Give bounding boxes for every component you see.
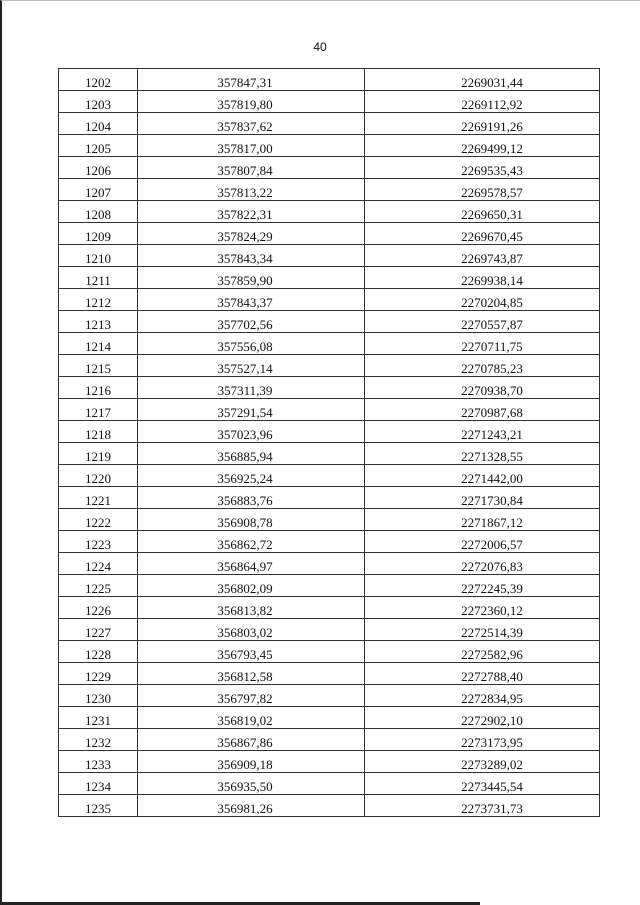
point-id-cell-text: 1202 <box>85 75 111 90</box>
y-coordinate-cell-text: 2269535,43 <box>461 163 523 178</box>
point-id-cell-text: 1212 <box>85 295 111 310</box>
x-coordinate-cell <box>138 685 365 707</box>
point-id-cell <box>59 245 138 267</box>
y-coordinate-cell <box>365 113 600 135</box>
x-coordinate-cell <box>138 399 365 421</box>
point-id-cell <box>59 113 138 135</box>
point-id-cell-text: 1235 <box>85 801 111 816</box>
x-coordinate-cell-text: 357843,34 <box>217 251 273 266</box>
point-id-cell <box>59 641 138 663</box>
point-id-cell-text: 1227 <box>85 625 111 640</box>
x-coordinate-cell-text: 356867,86 <box>217 735 273 750</box>
x-coordinate-cell <box>138 575 365 597</box>
point-id-cell-text: 1222 <box>85 515 111 530</box>
y-coordinate-cell <box>365 245 600 267</box>
x-coordinate-cell-text: 356802,09 <box>217 581 273 596</box>
y-coordinate-cell <box>365 773 600 795</box>
x-coordinate-cell <box>138 355 365 377</box>
table-row <box>59 597 600 619</box>
point-id-cell-text: 1231 <box>85 713 111 728</box>
y-coordinate-cell <box>365 641 600 663</box>
x-coordinate-cell-text: 356793,45 <box>217 647 273 662</box>
y-coordinate-cell <box>365 179 600 201</box>
table-row <box>59 157 600 179</box>
x-coordinate-cell-text: 357556,08 <box>217 339 273 354</box>
x-coordinate-cell-text: 357847,31 <box>217 75 273 90</box>
point-id-cell <box>59 707 138 729</box>
x-coordinate-cell-text: 356883,76 <box>217 493 273 508</box>
y-coordinate-cell-text: 2271867,12 <box>461 515 523 530</box>
x-coordinate-cell <box>138 333 365 355</box>
point-id-cell <box>59 619 138 641</box>
point-id-cell <box>59 553 138 575</box>
point-id-cell <box>59 443 138 465</box>
x-coordinate-cell-text: 357702,56 <box>217 317 273 332</box>
y-coordinate-cell-text: 2272245,39 <box>461 581 523 596</box>
point-id-cell <box>59 421 138 443</box>
point-id-cell <box>59 663 138 685</box>
y-coordinate-cell-text: 2272360,12 <box>461 603 523 618</box>
x-coordinate-cell <box>138 179 365 201</box>
x-coordinate-cell <box>138 465 365 487</box>
x-coordinate-cell-text: 357859,90 <box>217 273 273 288</box>
x-coordinate-cell-text: 356909,18 <box>217 757 273 772</box>
point-id-cell-text: 1213 <box>85 317 111 332</box>
y-coordinate-cell-text: 2270938,70 <box>461 383 523 398</box>
point-id-cell <box>59 333 138 355</box>
x-coordinate-cell-text: 357311,39 <box>217 383 273 398</box>
x-coordinate-cell <box>138 289 365 311</box>
table-row <box>59 267 600 289</box>
x-coordinate-cell <box>138 773 365 795</box>
point-id-cell-text: 1219 <box>85 449 111 464</box>
y-coordinate-cell-text: 2271328,55 <box>461 449 523 464</box>
table-row <box>59 377 600 399</box>
y-coordinate-cell <box>365 575 600 597</box>
x-coordinate-cell <box>138 641 365 663</box>
x-coordinate-cell-text: 356925,24 <box>217 471 273 486</box>
table-row <box>59 619 600 641</box>
point-id-cell-text: 1204 <box>85 119 111 134</box>
y-coordinate-cell <box>365 157 600 179</box>
y-coordinate-cell-text: 2269031,44 <box>461 75 523 90</box>
y-coordinate-cell-text: 2269743,87 <box>461 251 523 266</box>
point-id-cell <box>59 289 138 311</box>
y-coordinate-cell <box>365 443 600 465</box>
y-coordinate-cell-text: 2270711,75 <box>461 339 523 354</box>
coordinates-table-body <box>59 69 600 817</box>
point-id-cell <box>59 575 138 597</box>
y-coordinate-cell-text: 2270987,68 <box>461 405 523 420</box>
x-coordinate-cell-text: 356862,72 <box>217 537 273 552</box>
x-coordinate-cell <box>138 267 365 289</box>
point-id-cell-text: 1221 <box>85 493 111 508</box>
point-id-cell <box>59 685 138 707</box>
y-coordinate-cell-text: 2273173,95 <box>461 735 523 750</box>
point-id-cell-text: 1208 <box>85 207 111 222</box>
point-id-cell-text: 1207 <box>85 185 111 200</box>
y-coordinate-cell <box>365 509 600 531</box>
y-coordinate-cell <box>365 135 600 157</box>
y-coordinate-cell <box>365 399 600 421</box>
point-id-cell-text: 1217 <box>85 405 111 420</box>
y-coordinate-cell <box>365 553 600 575</box>
y-coordinate-cell <box>365 707 600 729</box>
x-coordinate-cell-text: 357807,84 <box>217 163 273 178</box>
x-coordinate-cell-text: 357527,14 <box>217 361 273 376</box>
point-id-cell-text: 1203 <box>85 97 111 112</box>
x-coordinate-cell <box>138 421 365 443</box>
x-coordinate-cell-text: 357824,29 <box>217 229 273 244</box>
point-id-cell <box>59 597 138 619</box>
point-id-cell-text: 1211 <box>85 273 111 288</box>
y-coordinate-cell <box>365 223 600 245</box>
y-coordinate-cell <box>365 201 600 223</box>
point-id-cell <box>59 311 138 333</box>
coordinates-table <box>58 68 600 817</box>
table-row <box>59 223 600 245</box>
point-id-cell <box>59 487 138 509</box>
point-id-cell <box>59 201 138 223</box>
table-row <box>59 553 600 575</box>
x-coordinate-cell <box>138 201 365 223</box>
point-id-cell <box>59 509 138 531</box>
point-id-cell-text: 1209 <box>85 229 111 244</box>
x-coordinate-cell-text: 356935,50 <box>217 779 273 794</box>
x-coordinate-cell-text: 357819,80 <box>217 97 273 112</box>
point-id-cell-text: 1215 <box>85 361 111 376</box>
y-coordinate-cell-text: 2269112,92 <box>461 97 523 112</box>
table-row <box>59 685 600 707</box>
x-coordinate-cell-text: 356813,82 <box>217 603 273 618</box>
x-coordinate-cell-text: 357817,00 <box>217 141 273 156</box>
y-coordinate-cell-text: 2269191,26 <box>461 119 523 134</box>
y-coordinate-cell <box>365 597 600 619</box>
point-id-cell-text: 1218 <box>85 427 111 442</box>
x-coordinate-cell <box>138 509 365 531</box>
x-coordinate-cell-text: 356803,02 <box>217 625 273 640</box>
y-coordinate-cell <box>365 311 600 333</box>
table-row <box>59 795 600 817</box>
point-id-cell-text: 1233 <box>85 757 111 772</box>
y-coordinate-cell <box>365 91 600 113</box>
table-row <box>59 443 600 465</box>
point-id-cell-text: 1220 <box>85 471 111 486</box>
point-id-cell <box>59 223 138 245</box>
table-row <box>59 465 600 487</box>
point-id-cell-text: 1205 <box>85 141 111 156</box>
y-coordinate-cell-text: 2269499,12 <box>461 141 523 156</box>
y-coordinate-cell-text: 2271730,84 <box>461 493 523 508</box>
point-id-cell-text: 1229 <box>85 669 111 684</box>
x-coordinate-cell <box>138 729 365 751</box>
point-id-cell-text: 1232 <box>85 735 111 750</box>
table-row <box>59 91 600 113</box>
x-coordinate-cell <box>138 377 365 399</box>
table-row <box>59 509 600 531</box>
table-row <box>59 531 600 553</box>
y-coordinate-cell-text: 2273445,54 <box>461 779 523 794</box>
x-coordinate-cell <box>138 113 365 135</box>
table-row <box>59 729 600 751</box>
x-coordinate-cell-text: 356981,26 <box>217 801 273 816</box>
y-coordinate-cell-text: 2272076,83 <box>461 559 523 574</box>
x-coordinate-cell <box>138 553 365 575</box>
point-id-cell <box>59 355 138 377</box>
y-coordinate-cell-text: 2269650,31 <box>461 207 523 222</box>
table-row <box>59 135 600 157</box>
table-row <box>59 773 600 795</box>
y-coordinate-cell-text: 2272006,57 <box>461 537 523 552</box>
y-coordinate-cell-text: 2271243,21 <box>461 427 523 442</box>
point-id-cell-text: 1224 <box>85 559 111 574</box>
table-row <box>59 179 600 201</box>
x-coordinate-cell <box>138 619 365 641</box>
table-row <box>59 245 600 267</box>
x-coordinate-cell <box>138 311 365 333</box>
y-coordinate-cell-text: 2270204,85 <box>461 295 523 310</box>
y-coordinate-cell-text: 2269670,45 <box>461 229 523 244</box>
point-id-cell-text: 1223 <box>85 537 111 552</box>
y-coordinate-cell-text: 2273731,73 <box>461 801 523 816</box>
y-coordinate-cell <box>365 531 600 553</box>
point-id-cell <box>59 773 138 795</box>
point-id-cell <box>59 179 138 201</box>
point-id-cell <box>59 531 138 553</box>
point-id-cell <box>59 157 138 179</box>
point-id-cell <box>59 729 138 751</box>
y-coordinate-cell <box>365 289 600 311</box>
y-coordinate-cell-text: 2270557,87 <box>461 317 523 332</box>
y-coordinate-cell <box>365 377 600 399</box>
x-coordinate-cell <box>138 245 365 267</box>
y-coordinate-cell <box>365 685 600 707</box>
y-coordinate-cell-text: 2270785,23 <box>461 361 523 376</box>
y-coordinate-cell <box>365 421 600 443</box>
y-coordinate-cell-text: 2272834,95 <box>461 691 523 706</box>
table-row <box>59 333 600 355</box>
y-coordinate-cell-text: 2271442,00 <box>461 471 523 486</box>
point-id-cell-text: 1228 <box>85 647 111 662</box>
page-number: 40 <box>313 40 327 54</box>
x-coordinate-cell-text: 357822,31 <box>217 207 273 222</box>
point-id-cell <box>59 69 138 91</box>
point-id-cell <box>59 751 138 773</box>
x-coordinate-cell-text: 356819,02 <box>217 713 273 728</box>
table-row <box>59 201 600 223</box>
point-id-cell <box>59 267 138 289</box>
point-id-cell-text: 1234 <box>85 779 111 794</box>
y-coordinate-cell <box>365 465 600 487</box>
point-id-cell-text: 1210 <box>85 251 111 266</box>
y-coordinate-cell <box>365 69 600 91</box>
x-coordinate-cell-text: 357023,96 <box>217 427 273 442</box>
point-id-cell <box>59 795 138 817</box>
y-coordinate-cell <box>365 751 600 773</box>
table-row <box>59 751 600 773</box>
y-coordinate-cell <box>365 487 600 509</box>
point-id-cell-text: 1214 <box>85 339 111 354</box>
x-coordinate-cell-text: 356797,82 <box>217 691 273 706</box>
x-coordinate-cell <box>138 135 365 157</box>
x-coordinate-cell <box>138 663 365 685</box>
y-coordinate-cell <box>365 619 600 641</box>
table-row <box>59 399 600 421</box>
table-row <box>59 487 600 509</box>
x-coordinate-cell <box>138 223 365 245</box>
y-coordinate-cell <box>365 333 600 355</box>
x-coordinate-cell-text: 356812,58 <box>217 669 273 684</box>
table-row <box>59 421 600 443</box>
table-row <box>59 355 600 377</box>
point-id-cell-text: 1206 <box>85 163 111 178</box>
x-coordinate-cell <box>138 707 365 729</box>
table-row <box>59 289 600 311</box>
table-row <box>59 663 600 685</box>
table-row <box>59 113 600 135</box>
y-coordinate-cell-text: 2272902,10 <box>461 713 523 728</box>
y-coordinate-cell <box>365 795 600 817</box>
table-row <box>59 69 600 91</box>
x-coordinate-cell-text: 356908,78 <box>217 515 273 530</box>
y-coordinate-cell <box>365 355 600 377</box>
point-id-cell <box>59 91 138 113</box>
y-coordinate-cell-text: 2269578,57 <box>461 185 523 200</box>
table-row <box>59 575 600 597</box>
x-coordinate-cell <box>138 531 365 553</box>
point-id-cell <box>59 399 138 421</box>
y-coordinate-cell <box>365 267 600 289</box>
x-coordinate-cell-text: 356885,94 <box>217 449 273 464</box>
y-coordinate-cell <box>365 663 600 685</box>
x-coordinate-cell <box>138 91 365 113</box>
y-coordinate-cell-text: 2272788,40 <box>461 669 523 684</box>
x-coordinate-cell-text: 357813,22 <box>217 185 273 200</box>
point-id-cell <box>59 465 138 487</box>
y-coordinate-cell-text: 2272582,96 <box>461 647 523 662</box>
x-coordinate-cell-text: 357837,62 <box>217 119 273 134</box>
point-id-cell-text: 1226 <box>85 603 111 618</box>
point-id-cell-text: 1225 <box>85 581 111 596</box>
point-id-cell <box>59 377 138 399</box>
y-coordinate-cell-text: 2273289,02 <box>461 757 523 772</box>
x-coordinate-cell-text: 357843,37 <box>217 295 273 310</box>
x-coordinate-cell <box>138 157 365 179</box>
y-coordinate-cell-text: 2272514,39 <box>461 625 523 640</box>
x-coordinate-cell <box>138 487 365 509</box>
x-coordinate-cell-text: 356864,97 <box>217 559 273 574</box>
x-coordinate-cell-text: 357291,54 <box>217 405 273 420</box>
table-row <box>59 641 600 663</box>
x-coordinate-cell <box>138 69 365 91</box>
table-row <box>59 311 600 333</box>
point-id-cell-text: 1216 <box>85 383 111 398</box>
y-coordinate-cell <box>365 729 600 751</box>
point-id-cell <box>59 135 138 157</box>
x-coordinate-cell <box>138 597 365 619</box>
y-coordinate-cell-text: 2269938,14 <box>461 273 523 288</box>
table-row <box>59 707 600 729</box>
x-coordinate-cell <box>138 443 365 465</box>
point-id-cell-text: 1230 <box>85 691 111 706</box>
x-coordinate-cell <box>138 795 365 817</box>
x-coordinate-cell <box>138 751 365 773</box>
